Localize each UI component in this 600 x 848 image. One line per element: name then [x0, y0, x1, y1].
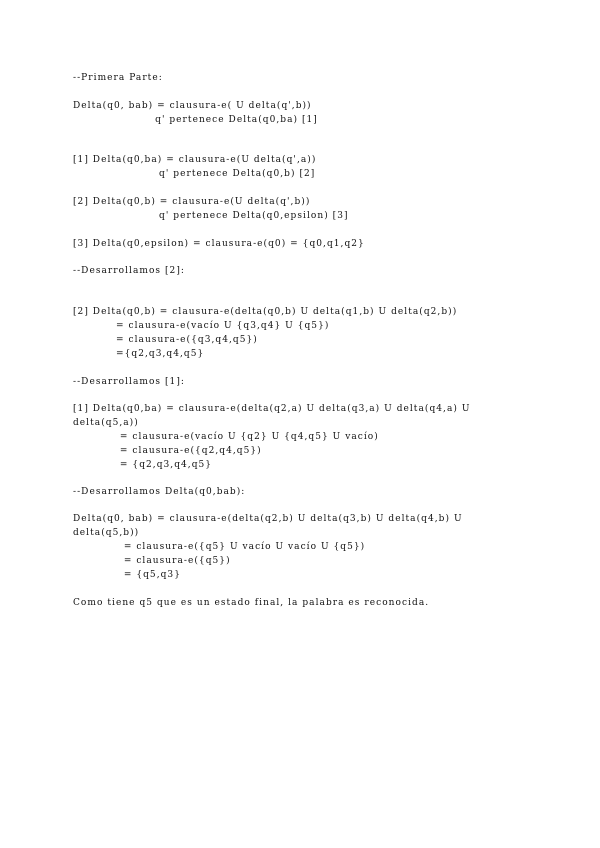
- text-line: ={q2,q3,q4,q5}: [73, 349, 205, 359]
- conclusion-text: Como tiene q5 que es un estado final, la palabra es reconocida.: [73, 598, 430, 608]
- text-line: q' pertenece Delta(q0,b) [2]: [73, 169, 316, 179]
- text-line: = clausura-e({q5}): [73, 556, 231, 566]
- text-line: delta(q5,a)): [73, 418, 139, 428]
- text-line: delta(q5,b)): [73, 528, 140, 538]
- section-heading-desarrollamos-2: --Desarrollamos [2]:: [73, 266, 185, 276]
- text-line: q' pertenece Delta(q0,ba) [1]: [73, 115, 318, 125]
- section-heading-primera-parte: --Primera Parte:: [73, 73, 163, 83]
- text-line: = {q2,q3,q4,q5}: [73, 460, 213, 470]
- text-line: [2] Delta(q0,b) = clausura-e(delta(q0,b) U delta(q1,b) U delta(q2,b)): [73, 307, 458, 317]
- text-line: q' pertenece Delta(q0,epsilon) [3]: [73, 211, 349, 221]
- text-line: Delta(q0, bab) = clausura-e( U delta(q',b)): [73, 101, 312, 111]
- text-line: = clausura-e({q2,q4,q5}): [73, 446, 262, 456]
- text-line: [1] Delta(q0,ba) = clausura-e(U delta(q',a)): [73, 155, 317, 165]
- section-heading-desarrollamos-1: --Desarrollamos [1]:: [73, 377, 185, 387]
- text-line: = clausura-e({q5} U vacío U vacío U {q5}): [73, 542, 366, 552]
- text-line: = clausura-e({q3,q4,q5}): [73, 335, 258, 345]
- text-line: = clausura-e(vacío U {q3,q4} U {q5}): [73, 321, 330, 331]
- section-heading-desarrollamos-delta: --Desarrollamos Delta(q0,bab):: [73, 487, 246, 497]
- text-line: = clausura-e(vacío U {q2} U {q4,q5} U vacío): [73, 432, 379, 442]
- text-line: [1] Delta(q0,ba) = clausura-e(delta(q2,a) U delta(q3,a) U delta(q4,a) U: [73, 404, 471, 414]
- text-line: [2] Delta(q0,b) = clausura-e(U delta(q',b)): [73, 197, 311, 207]
- text-line: = {q5,q3}: [73, 570, 181, 580]
- text-line: [3] Delta(q0,epsilon) = clausura-e(q0) = {q0,q1,q2}: [73, 239, 365, 249]
- text-line: Delta(q0, bab) = clausura-e(delta(q2,b) U delta(q3,b) U delta(q4,b) U: [73, 514, 463, 524]
